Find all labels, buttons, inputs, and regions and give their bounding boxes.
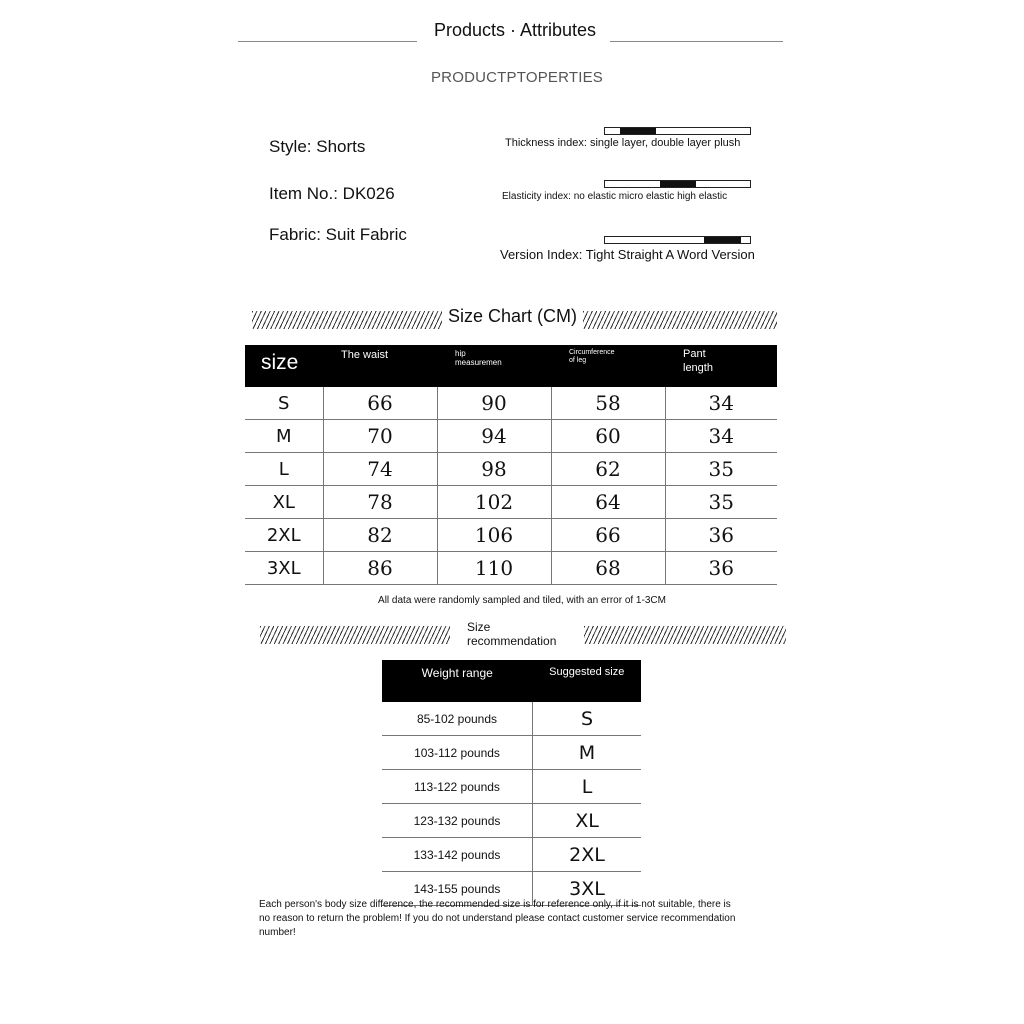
size-cell: L [245, 453, 323, 486]
leg-cell: 60 [551, 420, 665, 453]
suggested-size-header: Suggested size [533, 660, 642, 702]
weight-cell: 103-112 pounds [382, 736, 533, 770]
table-row [245, 486, 777, 519]
size-chart-note: All data were randomly sampled and tiled, with an error of 1-3CM [378, 595, 666, 606]
weight-cell: 113-122 pounds [382, 770, 533, 804]
hip-cell: 98 [437, 453, 551, 486]
weight-cell: 123-132 pounds [382, 804, 533, 838]
hip-cell: 94 [437, 420, 551, 453]
style-property: Style: Shorts [269, 137, 366, 156]
waist-cell: 74 [323, 453, 437, 486]
elasticity-index-fill [660, 181, 696, 187]
suggested-size-cell: L [533, 770, 642, 804]
version-index-fill [704, 237, 742, 243]
waist-header: The waist [323, 345, 437, 387]
item-number-property: Item No.: DK026 [269, 184, 395, 203]
waist-cell: 82 [323, 519, 437, 552]
thickness-index-label: Thickness index: single layer, double layer plush [505, 137, 741, 149]
weight-range-header: Weight range [382, 660, 533, 702]
hip-cell: 106 [437, 519, 551, 552]
leg-cell: 62 [551, 453, 665, 486]
hip-cell: 102 [437, 486, 551, 519]
table-row [245, 519, 777, 552]
recommendation-title [467, 620, 556, 648]
size-header: size [245, 345, 323, 387]
pant-length-header: Pant length [665, 345, 777, 387]
size-chart-table [245, 345, 777, 585]
leg-cell: 64 [551, 486, 665, 519]
suggested-size-cell: M [533, 736, 642, 770]
hip-cell: 90 [437, 387, 551, 420]
header-rule-left [238, 41, 417, 42]
length-cell: 36 [665, 519, 777, 552]
suggested-size-cell: S [533, 702, 642, 736]
size-chart-header-row [245, 345, 777, 387]
size-cell: 2XL [245, 519, 323, 552]
length-cell: 35 [665, 453, 777, 486]
table-row [245, 453, 777, 486]
table-row [382, 838, 641, 872]
thickness-index-fill [620, 128, 656, 134]
table-row [382, 702, 641, 736]
waist-cell: 66 [323, 387, 437, 420]
size-cell: XL [245, 486, 323, 519]
table-row [382, 804, 641, 838]
size-chart-hatch-left [252, 311, 442, 329]
table-row [245, 552, 777, 585]
table-row [382, 736, 641, 770]
header-rule-right [610, 41, 783, 42]
size-chart-title: Size Chart (CM) [448, 306, 578, 326]
waist-cell: 70 [323, 420, 437, 453]
recommendation-hatch-right [584, 626, 786, 644]
recommendation-title-line2: recommendation [467, 634, 557, 648]
leg-cell: 58 [551, 387, 665, 420]
elasticity-index-label: Elasticity index: no elastic micro elastic high elastic [502, 191, 728, 202]
size-chart-hatch-right [583, 311, 777, 329]
thickness-index-bar [604, 127, 751, 135]
waist-cell: 86 [323, 552, 437, 585]
table-row [382, 770, 641, 804]
suggested-size-cell: XL [533, 804, 642, 838]
weight-cell: 143-155 pounds [382, 872, 533, 906]
recommendation-header-row [382, 660, 641, 702]
hip-header: hip measuremen [437, 345, 551, 387]
leg-cell: 66 [551, 519, 665, 552]
recommendation-table [382, 660, 641, 906]
fabric-property: Fabric: Suit Fabric [269, 225, 407, 244]
waist-cell: 78 [323, 486, 437, 519]
size-cell: 3XL [245, 552, 323, 585]
length-cell: 34 [665, 420, 777, 453]
version-index-label: Version Index: Tight Straight A Word Version [500, 247, 755, 262]
length-cell: 36 [665, 552, 777, 585]
table-row [245, 387, 777, 420]
suggested-size-cell: 3XL [533, 872, 642, 906]
footer-note: Each person's body size difference, the recommended size is for reference only, if it is not suitable, there is no reason to return the problem! If you do not understand please contact customer service recommendation number! [259, 899, 736, 938]
leg-cell: 68 [551, 552, 665, 585]
recommendation-hatch-left [260, 626, 450, 644]
hip-cell: 110 [437, 552, 551, 585]
suggested-size-cell: 2XL [533, 838, 642, 872]
page-title: Products · Attributes [433, 20, 597, 40]
leg-circumference-header: Circumference of leg [551, 345, 665, 387]
weight-cell: 133-142 pounds [382, 838, 533, 872]
version-index-bar [604, 236, 751, 244]
page-subtitle: PRODUCTPTOPERTIES [430, 69, 604, 86]
length-cell: 34 [665, 387, 777, 420]
recommendation-title-line1: Size [467, 620, 491, 634]
elasticity-index-bar [604, 180, 751, 188]
length-cell: 35 [665, 486, 777, 519]
table-row [245, 420, 777, 453]
size-cell: S [245, 387, 323, 420]
weight-cell: 85-102 pounds [382, 702, 533, 736]
size-cell: M [245, 420, 323, 453]
